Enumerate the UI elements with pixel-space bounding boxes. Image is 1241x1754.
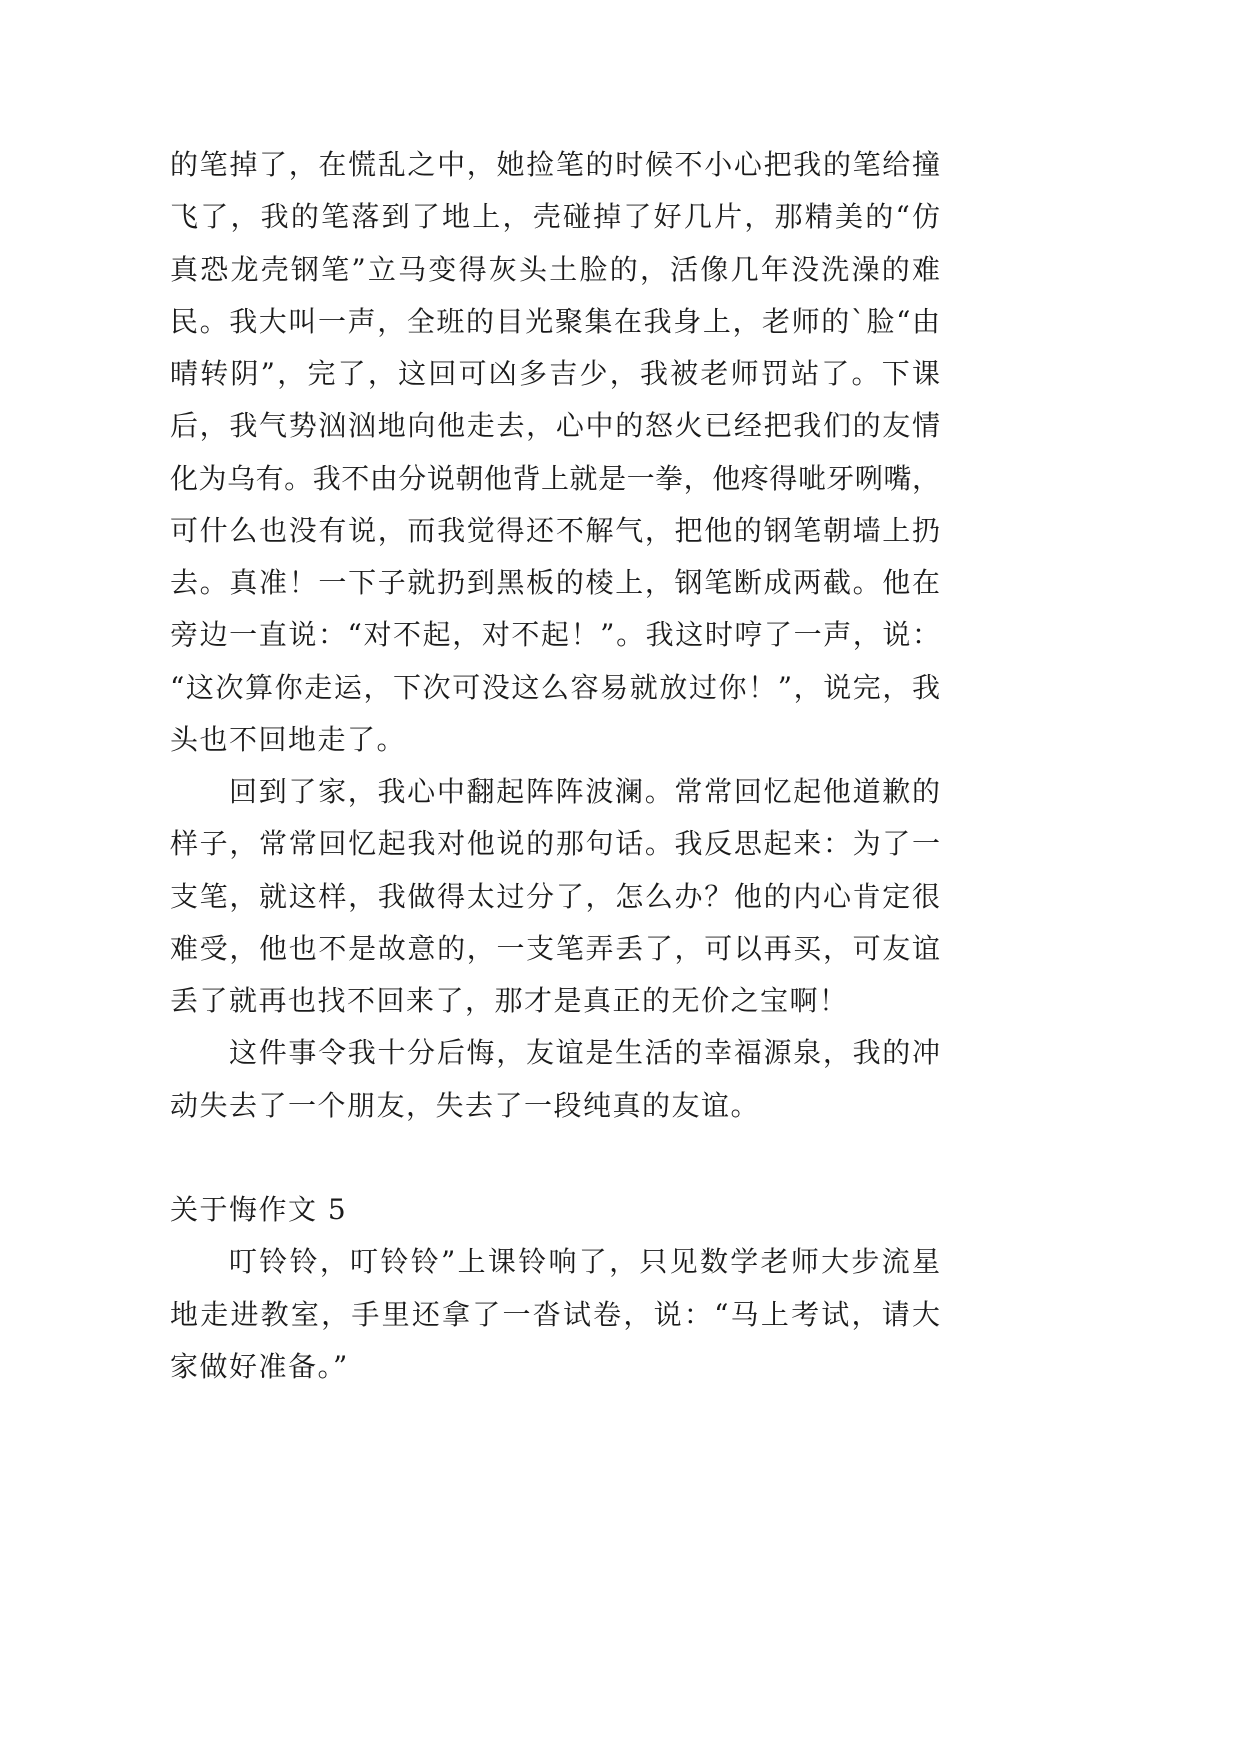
paragraph-2-line: 支笔，就这样，我做得太过分了，怎么办？他的内心肯定很	[170, 879, 940, 913]
paragraph-1-line: 头也不回地走了。	[170, 722, 407, 756]
paragraph-2-line: 丢了就再也找不回来了，那才是真正的无价之宝啊！	[170, 984, 849, 1017]
paragraph-1-line: 后，我气势汹汹地向他走去，心中的怒火已经把我们的友情	[170, 409, 940, 443]
paragraph-1-line: 真恐龙壳钢笔”立马变得灰头土脸的，活像几年没洗澡的难	[170, 252, 940, 286]
paragraph-1-line: 飞了，我的笔落到了地上，壳碰掉了好几片，那精美的“仿	[170, 200, 940, 234]
paragraph-4-line: 叮铃铃，叮铃铃”上课铃响了，只见数学老师大步流星	[229, 1245, 940, 1279]
paragraph-4	[170, 1236, 940, 1393]
paragraph-3-line: 动失去了一个朋友，失去了一段纯真的友谊。	[170, 1088, 761, 1122]
paragraph-1-line: 晴转阴”，完了，这回可凶多吉少，我被老师罚站了。下课	[170, 357, 940, 390]
document-body	[170, 139, 940, 1393]
section-heading: 关于悔作文 5	[170, 1193, 348, 1226]
paragraph-1-line: 的笔掉了，在慌乱之中，她捡笔的时候不小心把我的笔给撞	[170, 148, 940, 181]
paragraph-2-line: 样子，常常回忆起我对他说的那句话。我反思起来：为了一	[170, 827, 940, 861]
paragraph-3-line: 这件事令我十分后悔，友谊是生活的幸福源泉，我的冲	[229, 1036, 940, 1070]
paragraph-4-line: 家做好准备。”	[170, 1349, 349, 1383]
paragraph-2	[170, 766, 940, 1027]
paragraph-1-line: 去。真准！一下子就扔到黑板的棱上，钢笔断成两截。他在	[170, 566, 940, 599]
paragraph-4-line: 地走进教室，手里还拿了一沓试卷，说：“马上考试，请大	[170, 1297, 940, 1331]
paragraph-1-line: 民。我大叫一声，全班的目光聚集在我身上，老师的`脸“由	[170, 304, 940, 338]
paragraph-1-line: 旁边一直说：“对不起，对不起！”。我这时哼了一声，说：	[170, 618, 940, 652]
paragraph-1-line: 可什么也没有说，而我觉得还不解气，把他的钢笔朝墙上扔	[170, 513, 940, 547]
paragraph-2-line: 回到了家，我心中翻起阵阵波澜。常常回忆起他道歉的	[229, 775, 940, 808]
paragraph-1	[170, 139, 940, 766]
paragraph-1-line: “这次算你走运，下次可没这么容易就放过你！”，说完，我	[170, 670, 940, 704]
blank-line	[170, 1132, 940, 1184]
paragraph-3	[170, 1027, 940, 1132]
paragraph-1-line: 化为乌有。我不由分说朝他背上就是一拳，他疼得呲牙咧嘴，	[170, 461, 940, 495]
paragraph-2-line: 难受，他也不是故意的，一支笔弄丢了，可以再买，可友谊	[170, 931, 940, 965]
